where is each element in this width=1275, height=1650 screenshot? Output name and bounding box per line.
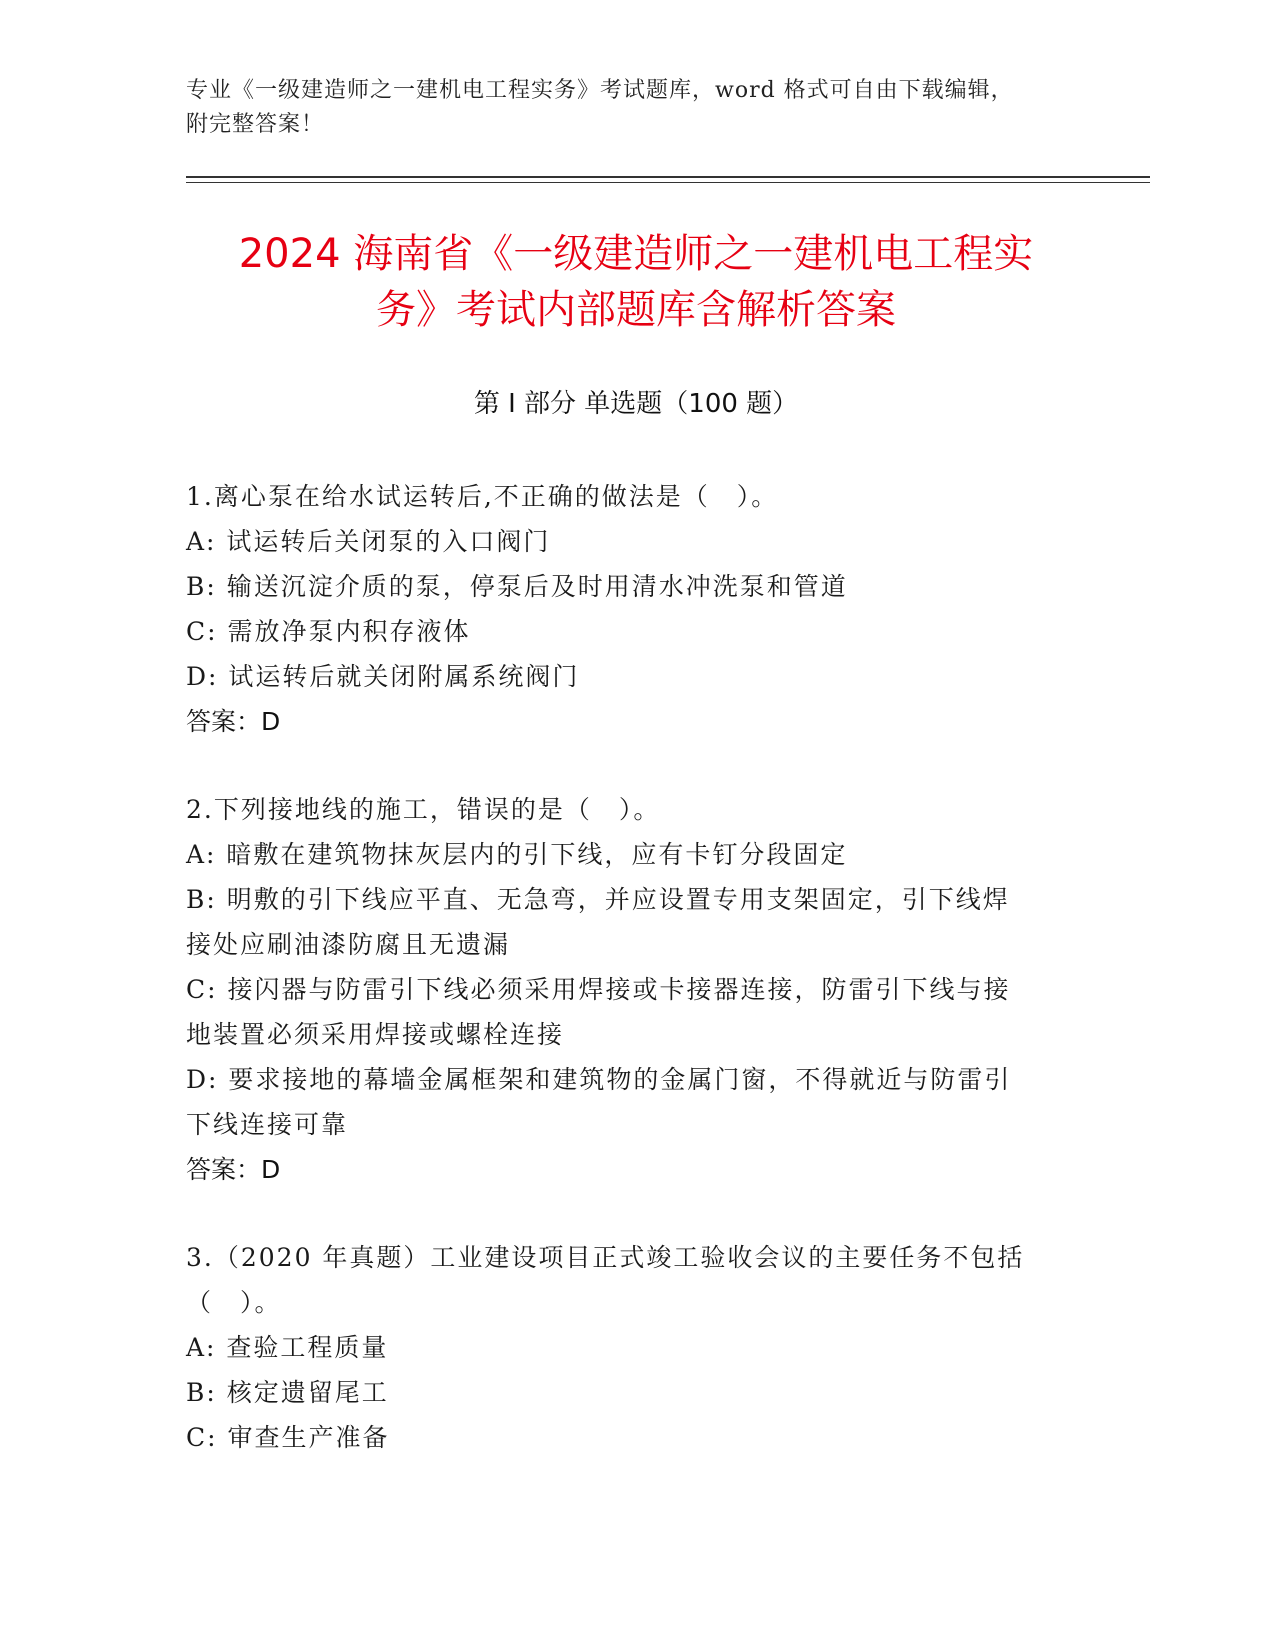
option-b: B: 核定遗留尾工 <box>186 1378 389 1407</box>
question-3 <box>186 1235 1066 1460</box>
option-a: A: 试运转后关闭泵的入口阀门 <box>186 527 551 556</box>
question-stem: 1.离心泵在给水试运转后,不正确的做法是（ ）。 <box>186 482 779 511</box>
option-c: C: 接闪器与防雷引下线必须采用焊接或卡接器连接，防雷引下线与接 <box>186 975 1011 1004</box>
answer: 答案：D <box>186 707 281 736</box>
header-divider-thick <box>186 176 1150 178</box>
question-stem: 3.（2020 年真题）工业建设项目正式竣工验收会议的主要任务不包括 <box>186 1243 1025 1272</box>
question-spacer <box>186 744 1066 787</box>
question-spacer <box>186 1192 1066 1235</box>
question-stem-continued: （ ）。 <box>186 1288 282 1317</box>
header-note-line: 附完整答案！ <box>186 112 325 137</box>
document-title-line: 务》考试内部题库含解析答案 <box>376 287 896 333</box>
option-b: B: 明敷的引下线应平直、无急弯，并应设置专用支架固定，引下线焊 <box>186 885 1010 914</box>
option-c-continued: 地装置必须采用焊接或螺栓连接 <box>186 1020 565 1049</box>
option-b: B: 输送沉淀介质的泵，停泵后及时用清水冲洗泵和管道 <box>186 572 848 601</box>
answer: 答案：D <box>186 1155 281 1184</box>
question-stem: 2.下列接地线的施工，错误的是（ ）。 <box>186 795 661 824</box>
option-a: A: 暗敷在建筑物抹灰层内的引下线，应有卡钉分段固定 <box>186 840 848 869</box>
option-c: C: 需放净泵内积存液体 <box>186 617 471 646</box>
header-note <box>186 74 1086 142</box>
option-d-continued: 下线连接可靠 <box>186 1110 349 1139</box>
option-c: C: 审查生产准备 <box>186 1423 390 1452</box>
document-title-line: 2024 海南省《一级建造师之一建机电工程实 <box>238 231 1034 277</box>
question-2 <box>186 787 1066 1192</box>
question-1 <box>186 474 1066 744</box>
document-title <box>186 226 1086 338</box>
header-note-line: 专业《一级建造师之一建机电工程实务》考试题库，word 格式可自由下载编辑， <box>186 78 1014 103</box>
option-a: A: 查验工程质量 <box>186 1333 389 1362</box>
option-d: D: 要求接地的幕墙金属框架和建筑物的金属门窗，不得就近与防雷引 <box>186 1065 1012 1094</box>
option-b-continued: 接处应刷油漆防腐且无遗漏 <box>186 930 511 959</box>
question-list <box>186 474 1066 1460</box>
section-title: 第 I 部分 单选题（100 题） <box>473 389 799 419</box>
option-d: D: 试运转后就关闭附属系统阀门 <box>186 662 580 691</box>
header-divider-thin <box>186 182 1150 183</box>
